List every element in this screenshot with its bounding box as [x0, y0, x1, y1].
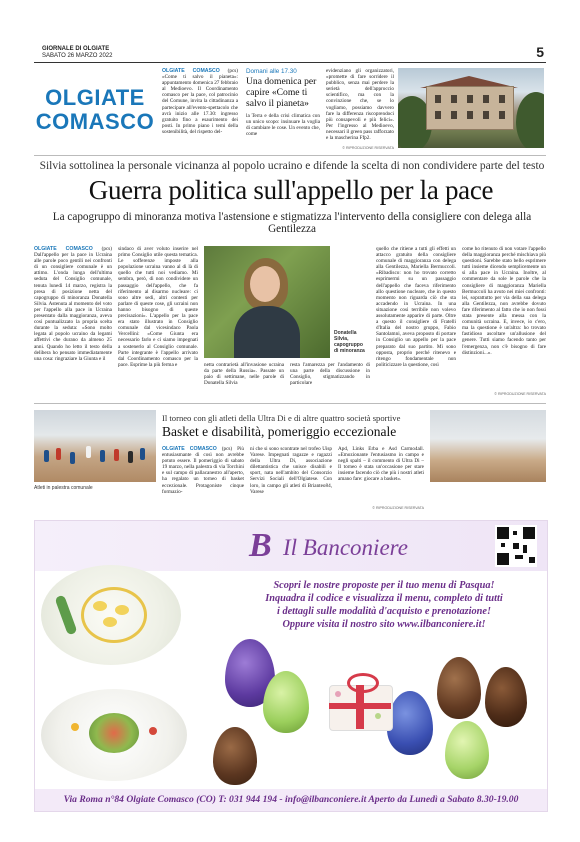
plate-salad	[41, 689, 187, 781]
top-story-col3-text: evidenziano gli organizzatori, «promette di fare sorridere il pubblico, senza mai perdere la serietà dell'approccio scientifico, ma con la convinzione che, se lo vogliamo, possiamo davvero fare la differenza riscoprendoci più consapevoli e più felici». Per l'ingresso al Medioevo, necessari il green pass rafforzato e la mascherina Ffp2.	[326, 68, 394, 142]
portrait-photo	[204, 246, 330, 358]
sport-story-col1-text: (pcs) Più entusiasmante di così non avrebbe potuto essere. Il pomeriggio di sabato 19 marzo, nella palestra di via Torchini e sul campo di pallacanestro all'aperto, ha regalato un torneo di basket eccezionale. Protagoniste cinque formazio-	[162, 446, 244, 495]
top-story-col3	[326, 68, 394, 144]
main-story-pre-title: Silvia sottolinea la personale vicinanza al popolo ucraino e difende la scelta di non condividere parte del testo	[39, 160, 545, 172]
chocolate-egg-dark-2	[485, 667, 527, 727]
sport-story-col-kicker: OLGIATE COMASCO	[162, 446, 217, 452]
ad-line-4[interactable]: Oppure visita il nostro sito www.ilbanconiere.it!	[282, 619, 486, 630]
main-story-col3b	[290, 362, 370, 396]
ad-footer: Via Roma n°84 Olgiate Comasco (CO) T: 031 944 194 - info@ilbanconiere.it Aperto da Lunedì a Sabato 8.30-19.00	[35, 789, 547, 811]
gym-photo-left	[34, 410, 156, 482]
top-story-heading-block	[246, 68, 320, 141]
main-story-col4-text: quello che ritiene a tutti gli effetti un attacco gratuito della consigliere comunale di maggioranza con delega alla Gentilezza, Mariella Bermuccoli. «Ribadisco: non ho trovato corretto esprimermi su un passaggio dell'appello che faceva riferimento allo questione nucleare, che in questo momento non riguarda ciò che sta accadendo in Ucraina. In una situazione così terribile non volevo assolutamente apparire di parte. Oltre a questo il consigliere di Fratelli d'Italia del nostro gruppo, Fabio Santolamni, aveva proposto di portare in Consiglio un appello per la pace preparato dal suo partito. Mi sono opposta, proprio perché ritenevo e ritengo fondamentale non politicizzare la questione, così	[376, 246, 456, 368]
section-label-line1: OLGIATE	[45, 85, 145, 110]
main-story-copyright: © RIPRODUZIONE RISERVATA	[494, 392, 546, 396]
villa-photo	[398, 68, 544, 148]
gym-photo-right	[430, 410, 546, 482]
main-story-col1-text: (pcs) Dall'appello per la pace in Ucraina alle parole poco gentili nei confronti di un consigliere comunale è un attimo. L'onda lunga dell'ultima seduta del Consiglio comunale, tenuta lunedì 14 marzo, registra la presa di posizione netta del capogruppo di minoranza Donatella Silvia. Astenuta al momento del voto per l'appello alla pace in Ucraina presentato dalla maggioranza, aveva così puntualizzato la propria scelta durante la seduta: «Sono molto legata al popolo ucraino da legami affettivi che durano da almeno 25 anni. Quando ho letto il testo della delibera ho pensato immediatamente una cosa: ringraziare la Giunta e il	[34, 246, 112, 362]
main-story-col5	[462, 246, 546, 390]
masthead	[42, 46, 112, 60]
body-shape	[234, 306, 300, 358]
main-story-title: Guerra politica sull'appello per la pace	[88, 175, 494, 205]
house-shape	[426, 86, 514, 130]
chocolate-egg-green-2	[445, 721, 489, 779]
main-story-col1	[34, 246, 112, 396]
top-story-kicker: OLGIATE COMASCO	[162, 68, 220, 74]
top-story-col2-text: la Terra e della crisi climatica con un unico scopo: insinuare la voglia di cambiare le cose. Un evento che, come	[246, 113, 320, 138]
sport-story-copyright: © RIPRODUZIONE RISERVATA	[372, 506, 424, 510]
main-story-col5-text: come ho ritenuto di non votare l'appello della maggioranza perché mischiava più questioni. Sarebbe stato bello esprimere tutti insieme dicendo semplicemente un sì alla pace in Ucraina. Inoltre, al commentare da sole le parole che la consigliere di maggioranza Mariella Bermuccoli ha avuto nei miei confronti: lei, soprattutto per via della sua delega alla Gentilezza, non avrebbe dovuto fare riferimento al fatto che io non fossi stata presente alla messa con la comunità ucraina. E, invece, io c'ero, ma la questione è un'altra: ho trovato fastidioso ascoltare un'allusione del genere. Tutti siamo facendo tanto per l'emergenza, non c'è bisogno di fare distinzioni...».	[462, 246, 546, 356]
sport-story-title: Basket e disabilità, pomeriggio eccezionale	[162, 424, 397, 439]
main-story-col2b	[204, 362, 284, 396]
top-story-col1	[162, 68, 238, 152]
banconiere-brand: Il Banconiere	[283, 535, 408, 560]
top-story-copyright: © RIPRODUZIONE RISERVATA	[342, 146, 394, 150]
gift-cake	[325, 671, 395, 731]
plate-pasta	[41, 565, 181, 665]
top-story-rule	[34, 155, 546, 156]
paper-name: GIORNALE DI OLGIATE	[42, 46, 110, 52]
ad-line-2: Inquadra il codice e visualizza il menu, completo di tutti	[265, 593, 503, 604]
main-story-col2-text: sindaco di aver voluto inserire nel primo Consiglio utile questa tematica. Le sofferenze imposte alla popolazione ucraina vanno al di là di quello che tutti noi vediamo. Mi sembra, però, di non condividere un passaggio dell'appello, che fa riferimento al disarmo nucleare: ci sono altre sedi, altri contesti per parlare di queste cose, gli ucraini non hanno bisogno di queste precisazioni». L'appello per la pace era stato illustrato in Consiglio comunale dal vicesindaco Paola Vercellini: «Come Giunta era necessario farlo e ci siamo impegnati a sostenerlo al Consiglio comunale. Parte integrante è l'appello arrivato dal Coordinamento comasco per la pace. Esprime la più ferma e	[118, 246, 198, 368]
top-story-col1-text: (pcs) «Come ti salvo il pianeta»: appuntamento domenica 27 febbraio al Medioevo. Il Coordinamento comasco per la pace, col patrocinio del Comune, invita la cittadinanza a partecipare all'evento-spettacolo che avrà inizio alle 17.30: ingresso gratuito fino a esaurimento dei posti. In primo piano i temi della sostenibilità, del rispetto del-	[162, 68, 238, 135]
issue-date: SABATO 26 MARZO 2022	[42, 53, 113, 59]
chocolate-egg-dark	[213, 727, 257, 785]
main-story-col2	[118, 246, 198, 396]
main-story-subtitle: La capogruppo di minoranza motiva l'astensione e stigmatizza l'intervento della consigliere con delega alla Gentilezza	[52, 211, 532, 235]
gym-photo-caption: Atleti in palestra comunale	[34, 485, 93, 491]
main-story-kicker: OLGIATE COMASCO	[34, 246, 93, 252]
sport-story-col3	[338, 446, 424, 504]
section-label-line2: COMASCO	[35, 109, 155, 134]
ad-line-1: Scopri le nostre proposte per il tuo menu di Pasqua!	[273, 580, 495, 591]
sport-story-col2	[250, 446, 332, 512]
main-story-col3b-text: resta l'amarezza per l'andamento di una parte della discussione in Consiglio, stigmatizzando in particolare	[290, 362, 370, 387]
ad-text-block	[231, 579, 537, 631]
banconiere-logo-mark: B	[249, 527, 272, 564]
header-rule	[34, 62, 546, 63]
top-story-heading-small: Domani alle 17.30	[246, 68, 297, 75]
section-label	[34, 70, 156, 150]
ad-line-3: i dettagli sulle modalità d'acquisto e prenotazione!	[277, 606, 491, 617]
face-shape	[250, 266, 280, 302]
banconiere-ad	[34, 520, 548, 812]
top-story-heading: Una domenica per capire «Come ti salvo il pianeta»	[246, 76, 317, 109]
page-number: 5	[536, 44, 544, 60]
main-story-col2b-text: netta contrarietà all'invasione ucraina da parte della Russia». Passate un paio di settimane, nelle parole di Donatella Silvia	[204, 362, 284, 387]
main-story-rule	[34, 403, 546, 404]
sport-story-kicker: Il torneo con gli atleti della Ultra Di e di altre quattro società sportive	[162, 413, 401, 423]
sport-story-col3-text: Apd, Links Erba e Asd Carmo4all. «Emozionante l'entusiasmo in campo e negli spalti – il commento di Ultra Di – Il torneo è stata un'occasione per stare insieme facendo ciò che più i nostri atleti amano fare: giocare a basket».	[338, 446, 424, 483]
chocolate-egg-green	[263, 671, 309, 733]
sport-story-col1	[162, 446, 244, 512]
sport-story-col2-text: ni che si sono scontrate nel trofeo Uisp Varese. Impegnati ragazze e ragazzi della Ultra Di, associazione dilettantistica che unisce disabili e sport, nata nell'ambito del Consorzio Servizi Sociali dell'Olgiatese. Con loro, in campo gli atleti di Brianteo84, Varese	[250, 446, 332, 495]
portrait-caption: Donatella Silvia, capogruppo di minoranza	[334, 330, 365, 354]
qr-code-icon[interactable]	[495, 525, 537, 567]
main-story-col4	[376, 246, 456, 396]
chocolate-egg-brown	[437, 657, 481, 719]
